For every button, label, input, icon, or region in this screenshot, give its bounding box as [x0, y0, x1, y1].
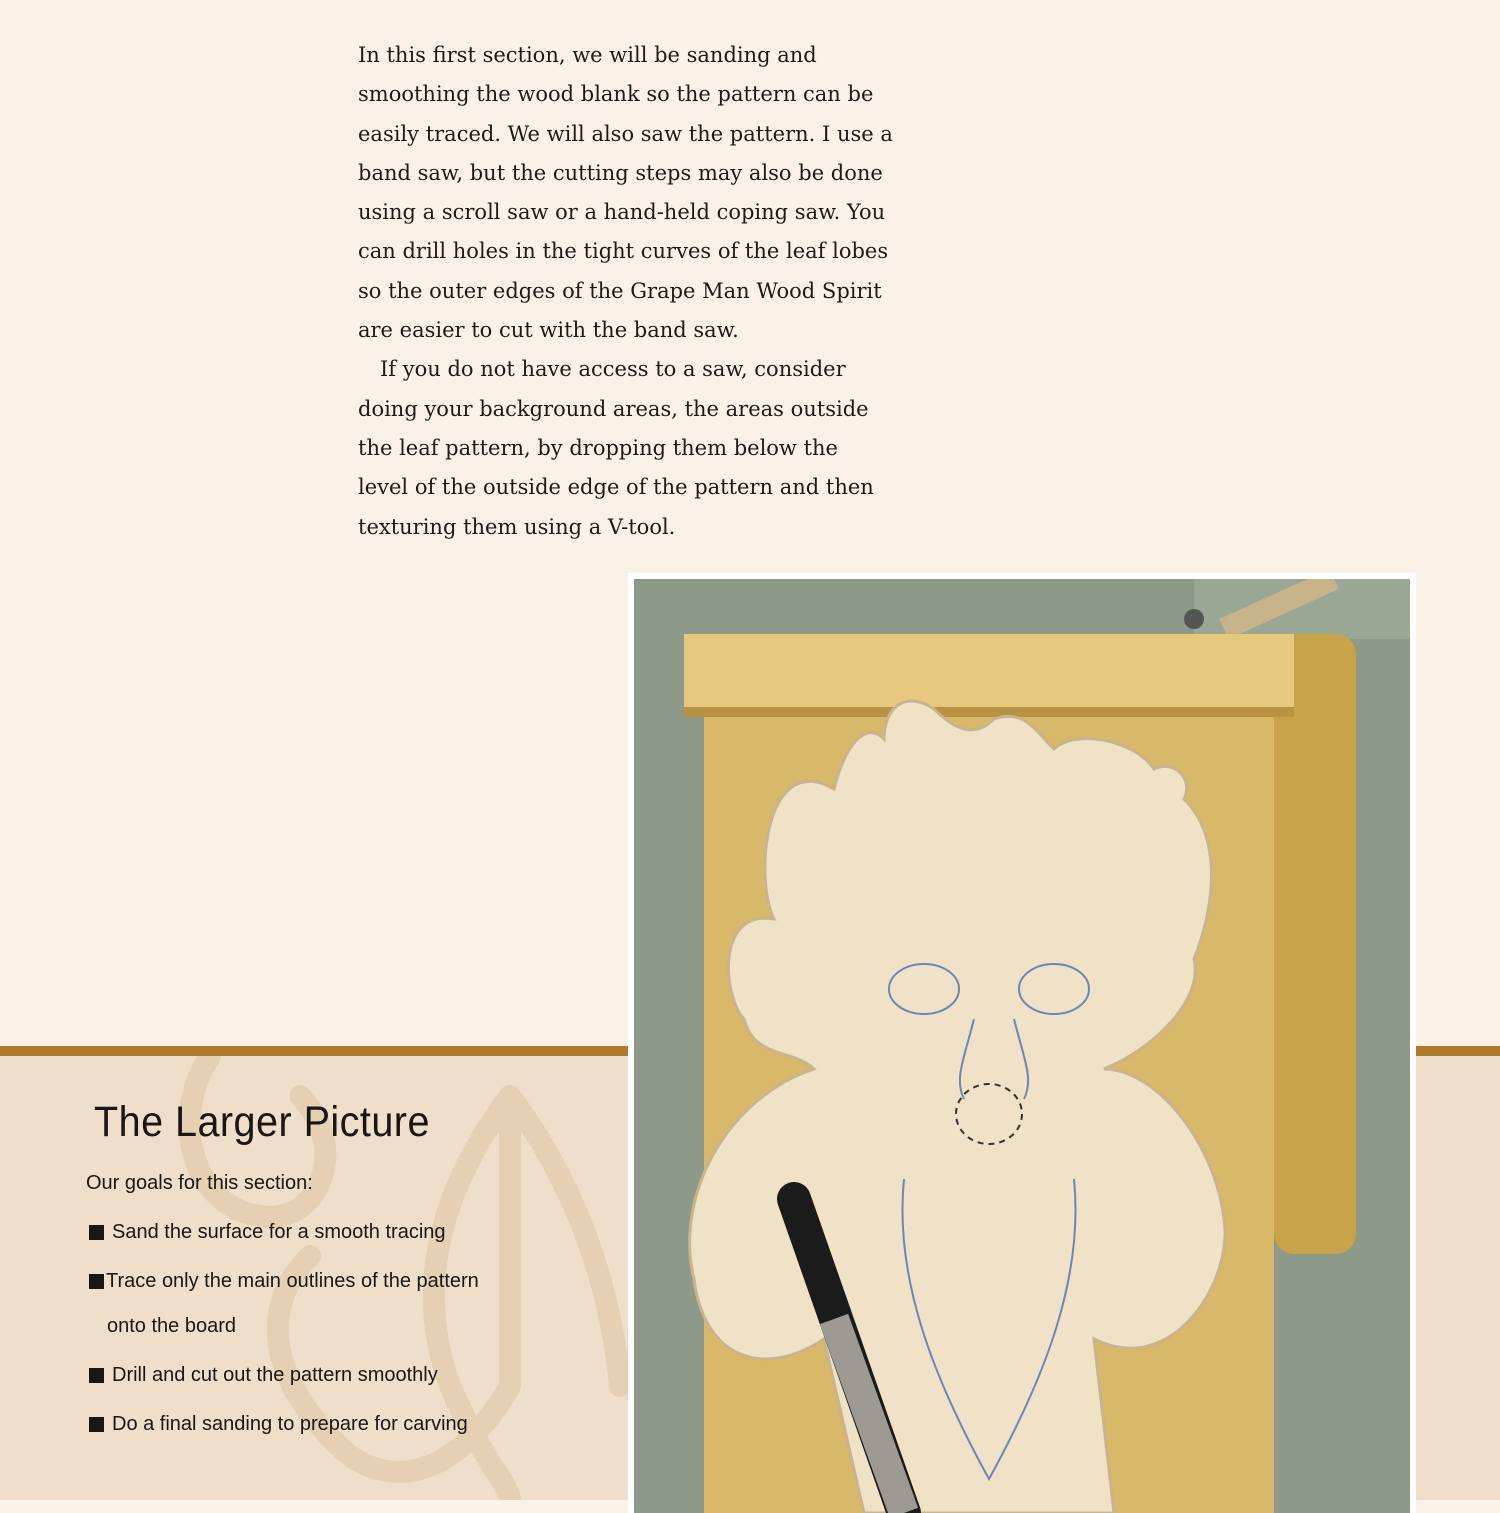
square-bullet-icon — [89, 1417, 104, 1432]
square-bullet-icon — [89, 1274, 104, 1289]
sidebar-intro: Our goals for this section: — [86, 1172, 313, 1194]
goal-text: Trace only the main outlines of the pattern — [106, 1270, 479, 1292]
square-bullet-icon — [89, 1225, 104, 1240]
wood-blank-photo — [628, 573, 1416, 1513]
text-line: In this first section, we will be sanding and — [358, 43, 817, 67]
text-line: the leaf pattern, by dropping them below the — [358, 435, 838, 460]
text-line: level of the outside edge of the pattern and then — [358, 475, 874, 500]
paragraph-2 — [358, 350, 878, 546]
goal-text: Drill and cut out the pattern smoothly — [112, 1364, 438, 1386]
text-line: If you do not have access to a saw, consider — [380, 357, 846, 382]
text-line: easily traced. We will also saw the pattern. I use a — [358, 121, 893, 146]
square-bullet-icon — [89, 1368, 104, 1383]
body-text — [358, 36, 893, 547]
photo-illustration — [634, 579, 1410, 1513]
goal-item — [89, 1270, 479, 1293]
text-line: smoothing the wood blank so the pattern can be — [358, 82, 874, 107]
text-line: band saw, but the cutting steps may also be done — [358, 160, 883, 185]
text-line: texturing them using a V-tool. — [358, 514, 676, 539]
goal-text: Do a final sanding to prepare for carving — [112, 1413, 468, 1435]
goal-item — [89, 1221, 446, 1244]
text-line: doing your background areas, the areas outside — [358, 396, 869, 421]
goal-text-continuation: onto the board — [107, 1315, 236, 1337]
text-line: can drill holes in the tight curves of the leaf lobes — [358, 239, 889, 264]
goal-text: Sand the surface for a smooth tracing — [112, 1221, 446, 1243]
goal-item — [89, 1364, 438, 1387]
paragraph-1 — [358, 36, 893, 350]
text-line: so the outer edges of the Grape Man Wood Spirit — [358, 278, 882, 303]
goal-item — [89, 1413, 468, 1436]
text-line: are easier to cut with the band saw. — [358, 318, 739, 343]
sidebar-title: The Larger Picture — [94, 1098, 430, 1146]
text-line: using a scroll saw or a hand-held coping saw. You — [358, 200, 886, 225]
